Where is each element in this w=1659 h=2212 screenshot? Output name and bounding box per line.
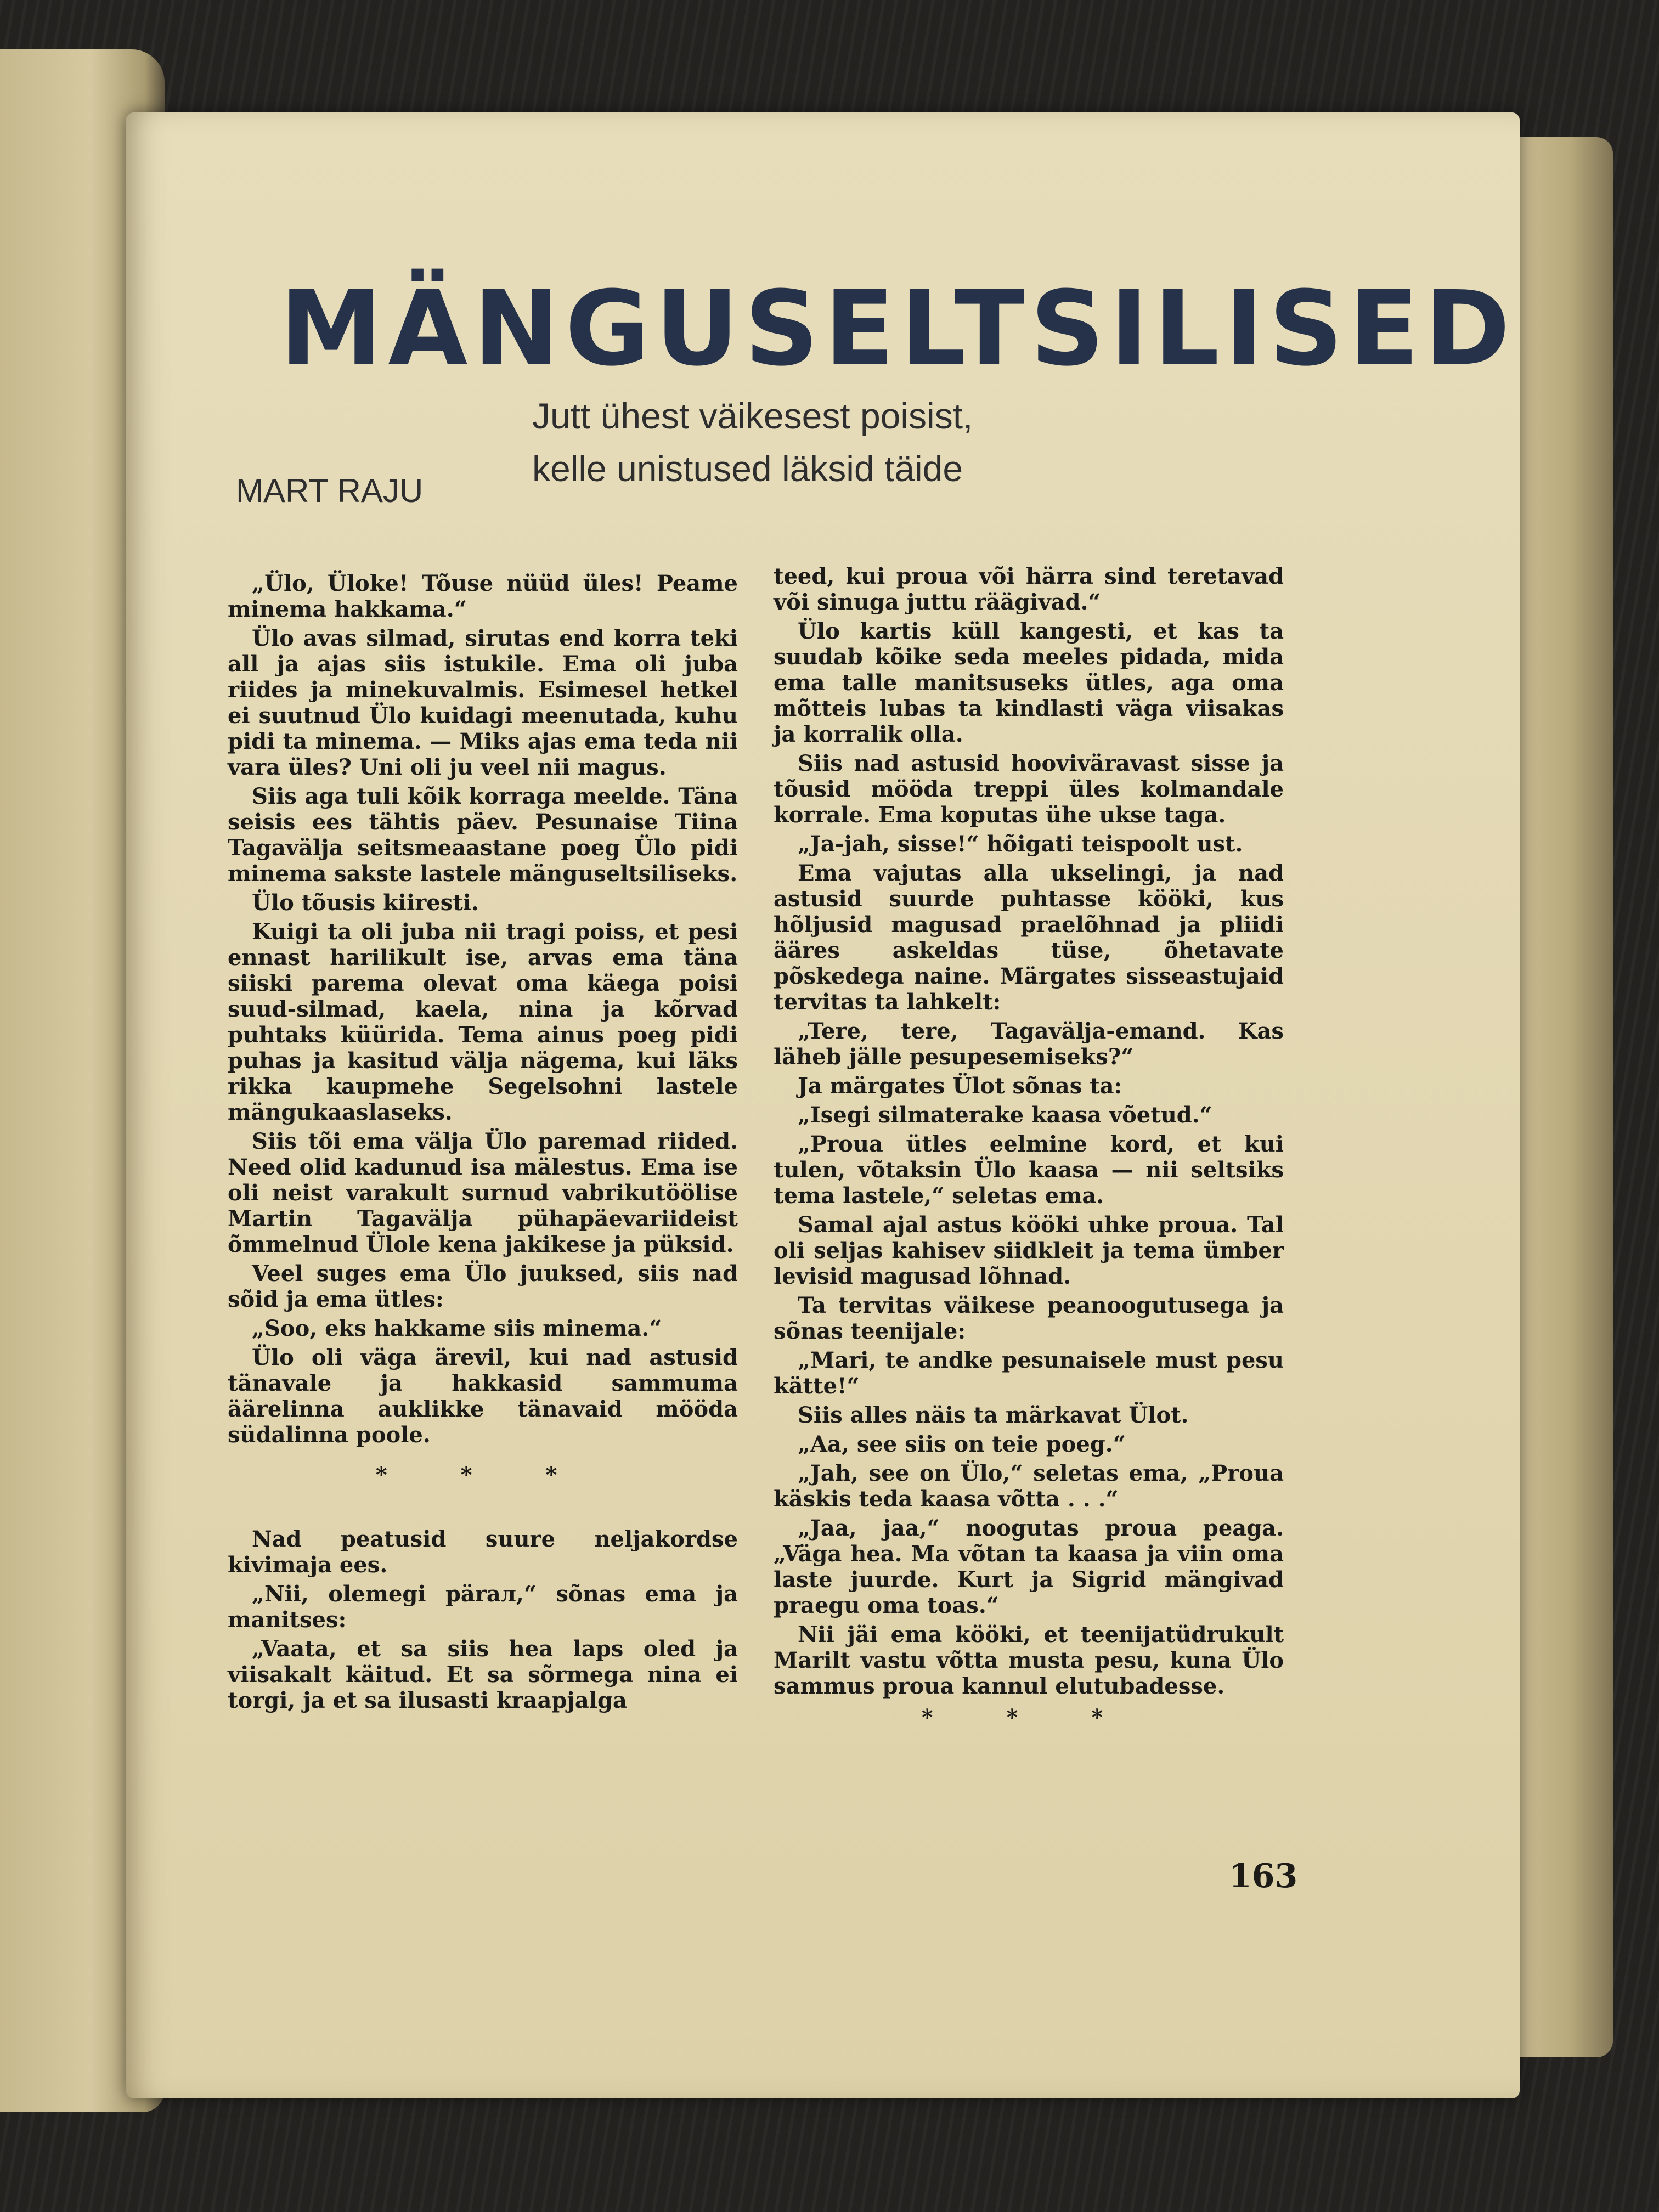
paragraph: Ülo tõusis kiiresti.: [252, 890, 479, 916]
paragraph: „Vaata, et sa siis hea laps oled ja viisakalt käitud. Et sa sõrmega nina ei torgi, ja et sa ilusasti kraapjalga: [228, 1636, 738, 1713]
page-stack-edge: [1503, 137, 1613, 2057]
paragraph: Ema vajutas alla ukselingi, ja nad astusid suurde puhtasse kööki, kus hõljusid magusad praelõhnad ja pliidi ääres askeldas tüse, õhetavate põskedega naine. Märgates sisseastujaid tervitas ta lahkelt:: [774, 860, 1284, 1015]
paragraph: Siis alles näis ta märkavat Ülot.: [798, 1402, 1189, 1428]
paragraph: „Isegi silmaterake kaasa võetud.“: [798, 1102, 1212, 1128]
paragraph: „Ülo, Üloke! Tõuse nüüd üles! Peame minema hakkama.“: [228, 571, 738, 622]
paragraph: „Ja-jah, sisse!“ hõigati teispoolt ust.: [798, 831, 1243, 857]
left-text-column: [228, 571, 738, 1717]
section-separator: * * *: [375, 1462, 590, 1488]
paragraph: Ülo avas silmad, sirutas end korra teki all ja ajas siis istukile. Ema oli juba riides ja minekuvalmis. Esimesel hetkel ei suutnud Ülo kuidagi meenutada, kuhu pidi ta minema. — Miks ajas ema teda nii vara üles? Uni oli ju veel nii magus.: [228, 625, 738, 780]
page-number: 163: [1229, 1857, 1298, 1895]
article-author: MART RAJU: [236, 472, 424, 509]
paragraph: Siis aga tuli kõik korraga meelde. Täna seisis ees tähtis päev. Pesunaise Tiina Tagavälja seitsmeaastane poeg Ülo pidi minema sakste lastele mänguseltsiliseks.: [228, 783, 738, 887]
right-text-column: [774, 563, 1284, 1730]
section-separator: * * *: [921, 1705, 1136, 1730]
paragraph: teed, kui proua või härra sind teretavad või sinuga juttu räägivad.“: [774, 563, 1284, 615]
paragraph: Siis tõi ema välja Ülo paremad riided. Need olid kadunud isa mälestus. Ema ise oli neist varakult surnud vabrikutöölise Martin Tagavälja pühapäevariideist õmmelnud Ülole kena jakikese ja püksid.: [228, 1128, 738, 1257]
article-subtitle: [532, 390, 1081, 495]
paragraph: Nii jäi ema kööki, et teenijatüdrukult Marilt vastu võtta musta pesu, kuna Ülo sammus proua kannul elutubadesse.: [774, 1622, 1284, 1699]
paragraph: „Soo, eks hakkame siis minema.“: [252, 1316, 662, 1341]
paragraph: „Tere, tere, Tagavälja-emand. Kas läheb jälle pesupesemiseks?“: [774, 1018, 1284, 1070]
subtitle-line-2: kelle unistused läksid täide: [532, 448, 963, 489]
paragraph: „Nii, olemegi pärал,“ sõnas ema ja manitses:: [228, 1581, 738, 1633]
paragraph: Ja märgates Ülot sõnas ta:: [798, 1073, 1122, 1099]
paragraph: Samal ajal astus kööki uhke proua. Tal oli seljas kahisev siidkleit ja tema ümber levisid magusad lõhnad.: [774, 1212, 1284, 1289]
paragraph: „Jah, see on Ülo,“ seletas ema, „Proua käskis teda kaasa võtta . . .“: [774, 1460, 1284, 1512]
paragraph: Veel suges ema Ülo juuksed, siis nad sõid ja ema ütles:: [228, 1261, 738, 1312]
magazine-page: [126, 112, 1520, 2098]
paragraph: Kuigi ta oli juba nii tragi poiss, et pesi ennast harilikult ise, arvas ema täna siiski parema olevat oma käega poisi suud-silmad, kaela, nina ja kõrvad puhtaks küürida. Tema ainus poeg pidi puhas ja kasitud välja nägema, kui läks rikka kaupmehe Segelsohni lastele mängukaaslaseks.: [228, 919, 738, 1125]
article-title: MÄNGUSELTSILISED: [280, 269, 1516, 389]
paragraph: Ta tervitas väikese peanoogutusega ja sõnas teenijale:: [774, 1293, 1284, 1344]
paragraph: Ülo kartis küll kangesti, et kas ta suudab kõike seda meeles pidada, mida ema talle manitsuseks ütles, aga oma mõtteis lubas ta kindlasti väga viisakas ja korralik olla.: [774, 618, 1284, 747]
paragraph: „Mari, te andke pesunaisele must pesu kätte!“: [774, 1347, 1284, 1399]
subtitle-line-1: Jutt ühest väikesest poisist,: [532, 396, 973, 436]
paragraph: „Aa, see siis on teie poeg.“: [798, 1431, 1126, 1457]
paragraph: Siis nad astusid hooviväravast sisse ja tõusid mööda treppi üles kolmandale korrale. Ema koputas ühe ukse taga.: [774, 751, 1284, 828]
paragraph: Ülo oli väga ärevil, kui nad astusid tänavale ja hakkasid sammuma äärelinna auklikke tänavaid mööda südalinna poole.: [228, 1345, 738, 1448]
paragraph: „Jaa, jaa,“ noogutas proua peaga. „Väga hea. Ma võtan ta kaasa ja viin oma laste juurde. Kurt ja Sigrid mängivad praegu oma toas.“: [774, 1515, 1284, 1618]
paragraph: Nad peatusid suure neljakordse kivimaja ees.: [228, 1526, 738, 1578]
paragraph: „Proua ütles eelmine kord, et kui tulen, võtaksin Ülo kaasa — nii seltsiks tema lastele,“ seletas ema.: [774, 1131, 1284, 1209]
